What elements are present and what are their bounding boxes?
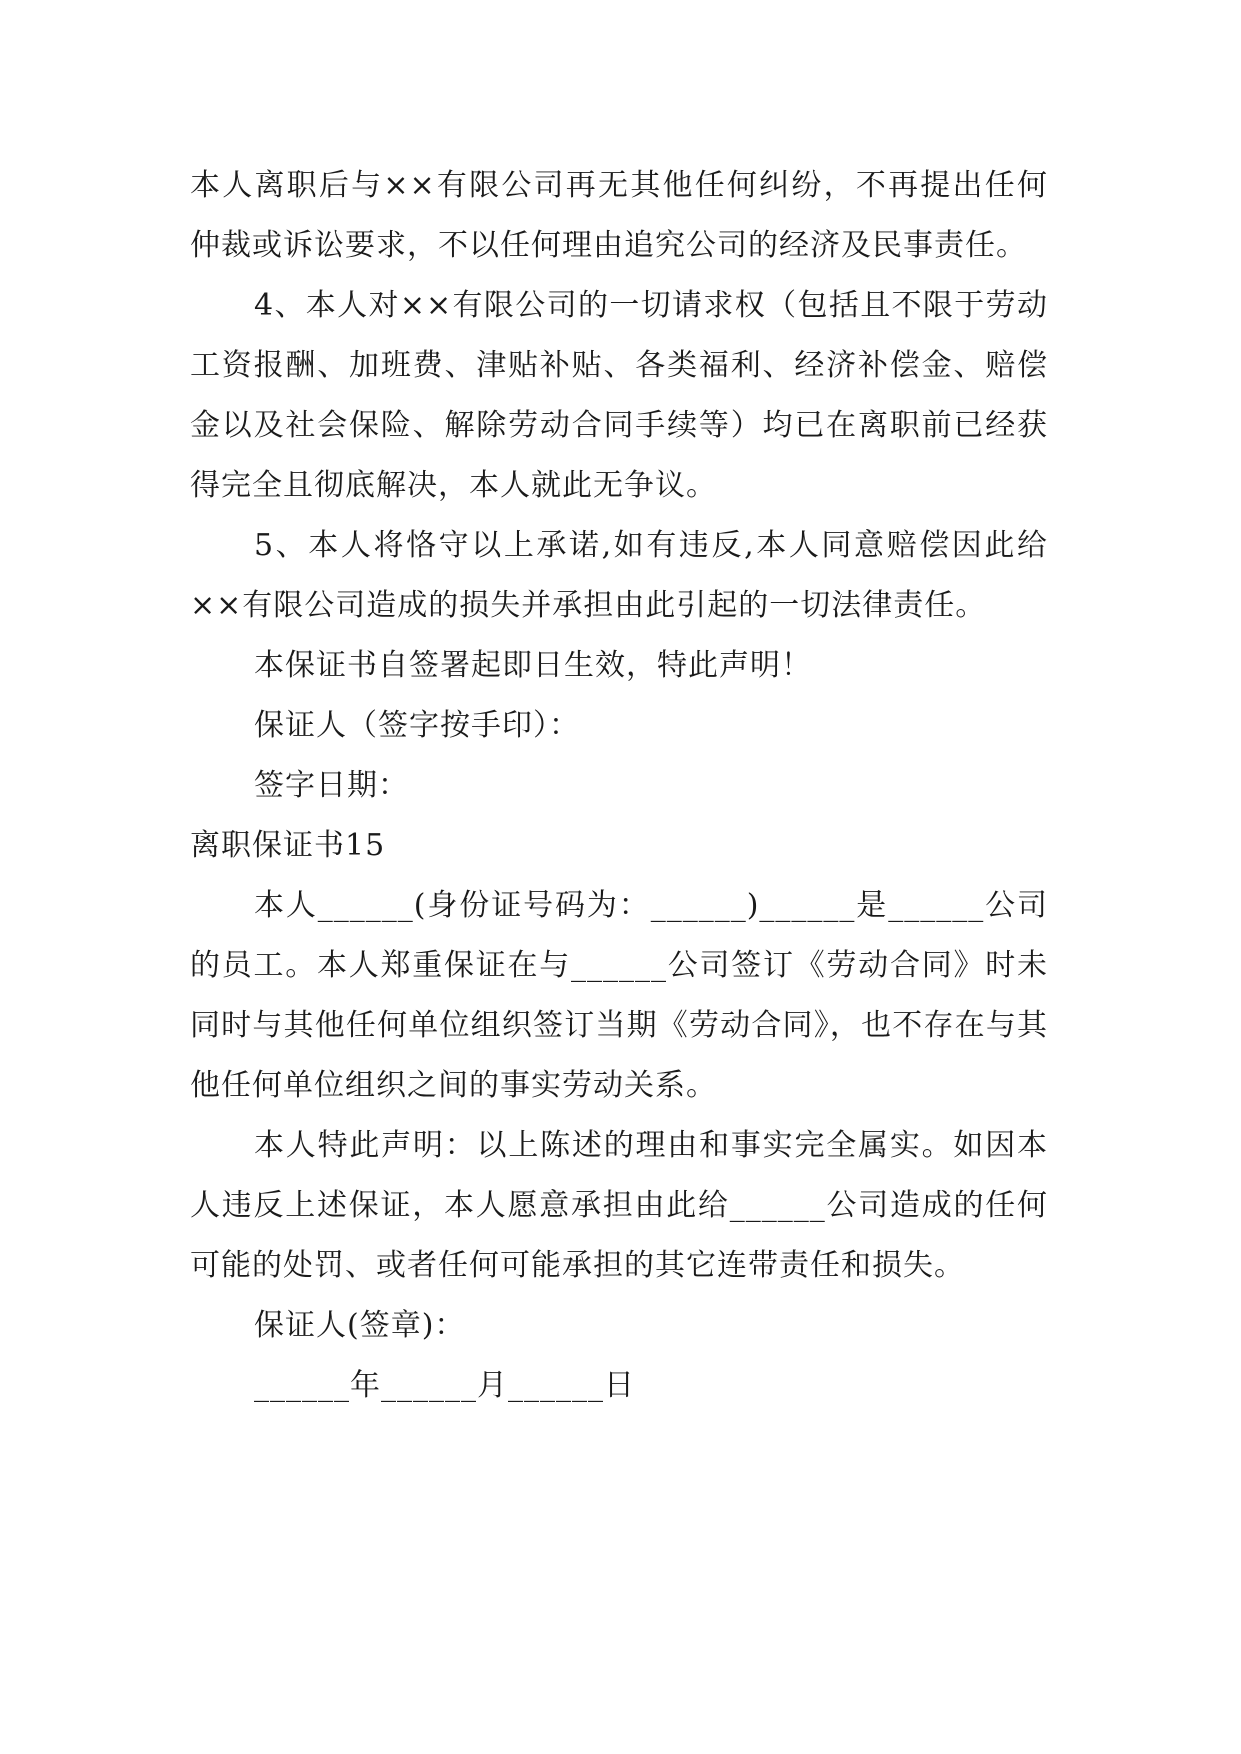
date-line: ______年______月______日 xyxy=(254,1368,635,1403)
section-title: 离职保证书15 xyxy=(190,828,386,863)
paragraph-effective-statement: 本保证书自签署起即日生效，特此声明！ xyxy=(254,648,812,683)
guarantor-signature-line: 保证人（签字按手印）： xyxy=(254,708,580,743)
paragraph-clause-5: 5、本人将恪守以上承诺,如有违反,本人同意赔偿因此给××有限公司造成的损失并承担由此引起的一切法律责任。 xyxy=(190,528,1048,623)
signature-date-line: 签字日期： xyxy=(254,768,409,803)
paragraph-declaration: 本人特此声明：以上陈述的理由和事实完全属实。如因本人违反上述保证，本人愿意承担由此给______公司造成的任何可能的处罚、或者任何可能承担的其它连带责任和损失。 xyxy=(190,1128,1048,1283)
document-page xyxy=(190,156,1048,1416)
guarantor-seal-line: 保证人(签章)： xyxy=(254,1308,466,1343)
paragraph-clause-4: 4、本人对××有限公司的一切请求权（包括且不限于劳动工资报酬、加班费、津贴补贴、各类福利、经济补偿金、赔偿金以及社会保险、解除劳动合同手续等）均已在离职前已经获得完全且彻底解决，本人就此无争议。 xyxy=(190,288,1048,503)
paragraph-no-further-claims: 本人离职后与××有限公司再无其他任何纠纷，不再提出任何仲裁或诉讼要求，不以任何理由追究公司的经济及民事责任。 xyxy=(190,168,1048,263)
paragraph-employee-guarantee: 本人______(身份证号码为：______)______是______公司的员工。本人郑重保证在与______公司签订《劳动合同》时未同时与其他任何单位组织签订当期《劳动合同》，也不存在与其他任何单位组织之间的事实劳动关系。 xyxy=(190,888,1048,1103)
